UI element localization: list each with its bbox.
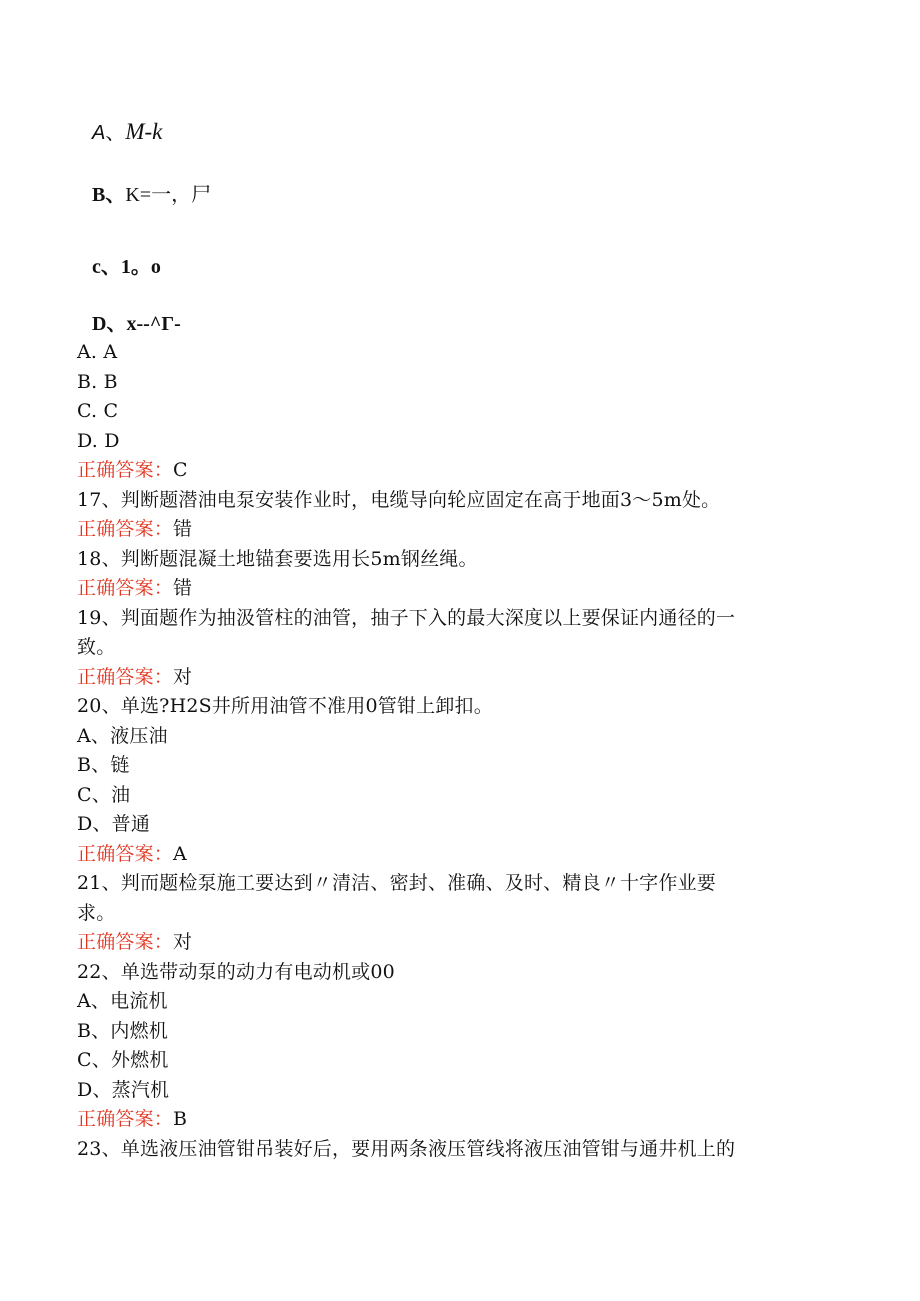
q20-choice-b: B、链 bbox=[77, 754, 130, 776]
q22-choice-a: A、电流机 bbox=[77, 990, 168, 1012]
q20-stem: 20、单选?H2S井所用油管不准用0管钳上卸扣。 bbox=[77, 695, 493, 717]
q19-answer: 正确答案：对 bbox=[77, 665, 193, 688]
q16-answer: 正确答案：C bbox=[77, 459, 188, 481]
q20-answer: 正确答案：A bbox=[77, 842, 187, 865]
q19-stem-line2: 致。 bbox=[77, 636, 116, 658]
q18-stem: 18、判断题混凝土地锚套要选用长5m钢丝绳。 bbox=[77, 547, 478, 570]
image-option-a: A、M-k bbox=[92, 119, 163, 144]
q20-choice-a: A、液压油 bbox=[77, 724, 168, 747]
image-option-c: c、1。o bbox=[92, 256, 161, 278]
q21-answer: 正确答案：对 bbox=[77, 931, 193, 953]
q23-stem: 23、单选液压油管钳吊装好后，要用两条液压管线将液压油管钳与通井机上的 bbox=[77, 1137, 736, 1160]
q22-stem: 22、单选带动泵的动力有电动机或00 bbox=[77, 960, 395, 983]
q21-stem-line1: 21、判而题检泵施工要达到〃清洁、密封、准确、及时、精良〃十字作业要 bbox=[77, 872, 716, 894]
q20-choice-d: D、普通 bbox=[77, 813, 151, 835]
q22-choice-d: D、蒸汽机 bbox=[77, 1078, 170, 1101]
q16-choice-d: D. D bbox=[77, 429, 120, 452]
question-list bbox=[77, 338, 837, 1164]
q17-answer: 正确答案：错 bbox=[77, 518, 193, 540]
q21-stem-line2: 求。 bbox=[77, 901, 116, 924]
q22-choice-b: B、内燃机 bbox=[77, 1019, 168, 1042]
q22-choice-c: C、外燃机 bbox=[77, 1049, 169, 1071]
q16-choice-c: C. C bbox=[77, 400, 119, 422]
q18-answer: 正确答案：错 bbox=[77, 577, 193, 599]
q20-choice-c: C、油 bbox=[77, 783, 131, 806]
q17-stem: 17、判断题潜油电泵安装作业时，电缆导向轮应固定在高于地面3～5m处。 bbox=[77, 488, 721, 511]
q22-answer: 正确答案：B bbox=[77, 1108, 188, 1130]
q16-choice-b: B. B bbox=[77, 370, 118, 393]
q19-stem-line1: 19、判面题作为抽汲管柱的油管，抽子下入的最大深度以上要保证内通径的一 bbox=[77, 606, 736, 629]
image-option-b: B、K=一，尸 bbox=[92, 184, 212, 206]
image-option-d: D、x--^Γ- bbox=[92, 313, 181, 335]
q16-choice-a: A. A bbox=[77, 341, 118, 363]
